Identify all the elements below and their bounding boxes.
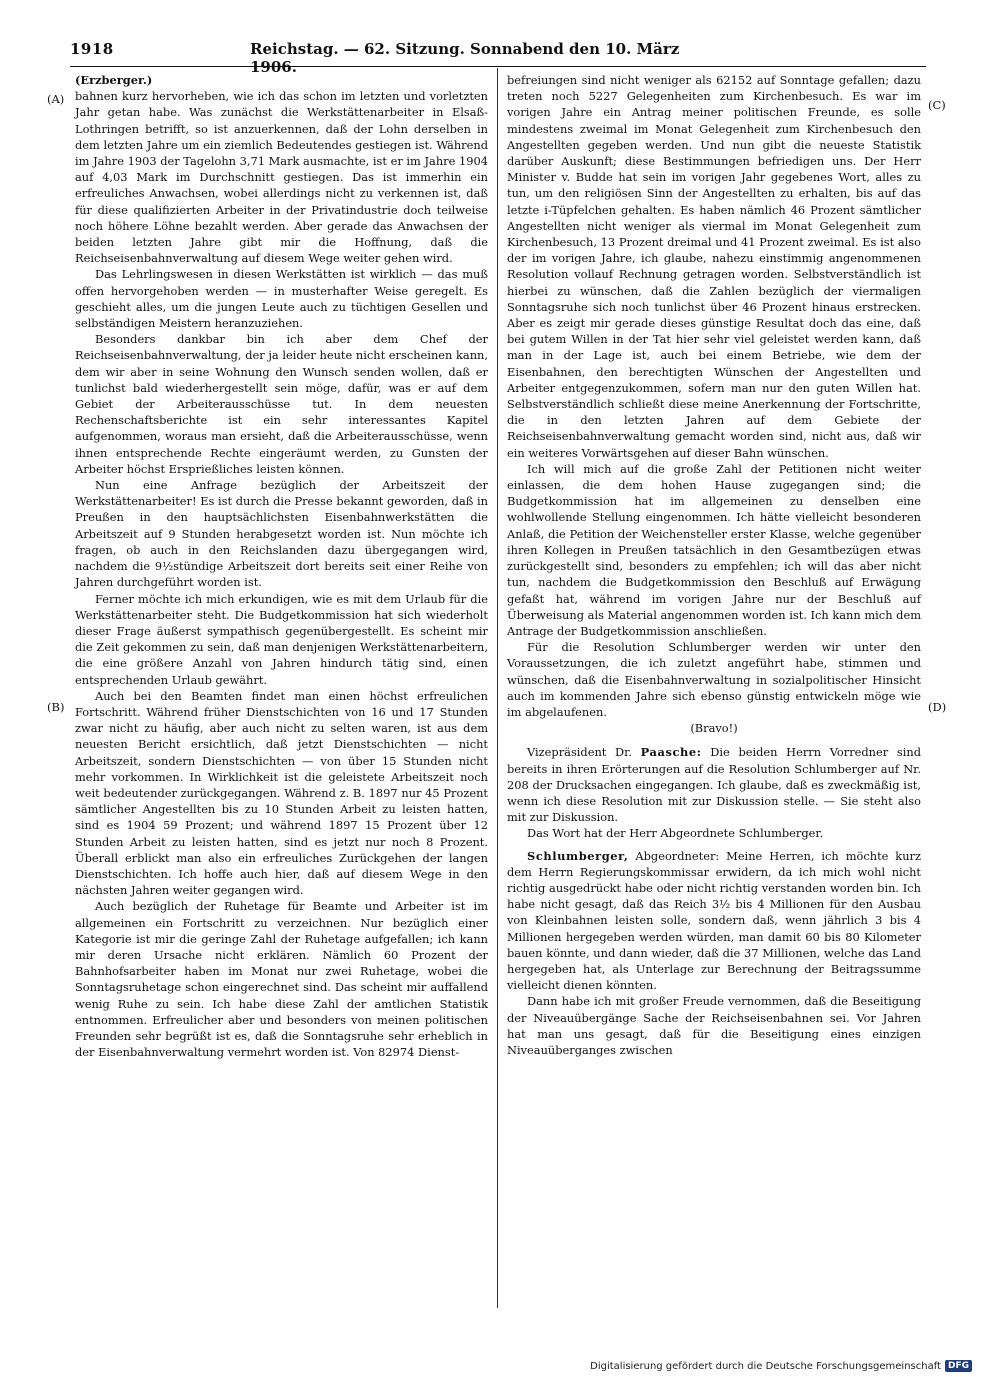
dfg-logo: DFG: [945, 1360, 972, 1372]
paragraph: Dann habe ich mit großer Freude vernommen, daß die Beseitigung der Niveauübergänge Sache der Reichseisenbahnen sei. Vor Jahren hat man uns gesagt, daß für die Beseitigung eines einzigen Niveauüberganges zwischen: [507, 994, 921, 1057]
speaker-name: Paasche:: [640, 745, 702, 760]
paragraph: befreiungen sind nicht weniger als 62152 auf Sonntage gefallen; dazu treten noch 5227 Gelegenheiten zum Kirchenbesuch. Es war im vorigen Jahre ein Antrag meiner politischen Freunde, es solle mindestens zweimal im Monat Gelegenheit zum Kirchenbesuch den Angestellten gegeben werden. Und nun gibt die neueste Statistik darüber Auskunft; diese Bestimmungen befriedigen uns. Der Herr Minister v. Budde hat sein im vorigen Jahr gegebenes Wort, alles zu tun, um den religiösen Sinn der Angestellten zu erhalten, bis auf das letzte i-Tüpfelchen gehalten. Es haben nämlich 46 Prozent sämtlicher Angestellten nicht weniger als viermal im Monat Gelegenheit zum Kirchenbesuch, 13 Prozent dreimal und 41 Prozent zweimal. Es ist also der im vorigen Jahre, ich glaube, nahezu einstimmig angenommenen Resolution vollauf Rechnung getragen worden. Selbstverständlich ist hierbei zu wünschen, daß die Zahlen bezüglich der viermaligen Sonntagsruhe sich noch tunlichst über 46 Prozent hinaus erstrecken. Aber es zeigt mir gerade dieses günstige Resultat doch das eine, daß bei gutem Willen in der Tat hier sehr viel geleistet werden kann, daß man in der Lage ist, auch bei einem Betriebe, wie dem der Eisenbahnen, den berechtigten Wünschen der Angestellten und Arbeiter entgegenzukommen, sofern man nur den guten Willen hat. Selbstverständlich schließt diese meine Anerkennung der Fortschritte, die in den letzten Jahren auf dem Gebiete der Reichseisenbahnverwaltung gemacht worden sind, nicht aus, daß wir ein weiteres Vorwärtsgehen auf dieser Bahn wünschen.: [507, 73, 921, 460]
speech-schlumberger: [507, 848, 921, 994]
footer-credit: [590, 1360, 972, 1372]
speech-text: Die beiden Herrn Vorredner sind bereits in ihren Erörterungen auf die Resolution Schlumberger auf Nr. 208 der Drucksachen eingegangen. Ich glaube, daß es zweckmäßig ist, wenn ich diese Resolution mit zur Diskussion stelle. — Sie steht also mit zur Diskussion.: [507, 745, 921, 825]
running-header: Reichstag. — 62. Sitzung. Sonnabend den 10. März 1906.: [250, 40, 680, 76]
page-number: 1918: [70, 40, 114, 58]
paragraph: Das Lehrlingswesen in diesen Werkstätten ist wirklich — das muß offen hervorgehoben werden — in musterhafter Weise geregelt. Es geschieht alles, um die jungen Leute auch zu tüchtigen Gesellen und selbständigen Meistern heranzuziehen.: [75, 267, 488, 331]
paragraph: Nun eine Anfrage bezüglich der Arbeitszeit der Werkstättenarbeiter! Es ist durch die Presse bekannt geworden, daß in Preußen in den hauptsächlichsten Eisenbahnwerkstätten die Arbeitszeit auf 9 Stunden herabgesetzt worden ist. Nun möchte ich fragen, ob auch in den Reichslanden dazu übergegangen wird, nachdem die 9½stündige Arbeitszeit dort bereits seit einer Reihe von Jahren durchgeführt worden ist.: [75, 478, 488, 590]
paragraph: Das Wort hat der Herr Abgeordnete Schlumberger.: [527, 826, 824, 841]
column-divider: [497, 68, 498, 1308]
margin-mark-b: (B): [47, 700, 65, 714]
left-column: [75, 72, 488, 1060]
speaker-name: Schlumberger,: [527, 848, 629, 863]
paragraph: Auch bezüglich der Ruhetage für Beamte und Arbeiter ist im allgemeinen ein Fortschritt zu verzeichnen. Nur bezüglich einer Kategorie ist mir die geringe Zahl der Ruhetage aufgefallen; ich kann mir deren Ursache nicht erklären. Nämlich 60 Prozent der Bahnhofsarbeiter haben im Monat nur zwei Ruhetage, wobei die Sonntagsruhetage schon eingerechnet sind. Das scheint mir auffallend wenig Ruhe zu sein. Ich habe diese Zahl der amtlichen Statistik entnommen. Erfreulicher aber und besonders von meinen politischen Freunden sehr begrüßt ist es, daß die Sonntagsruhe sehr erheblich in der Eisenbahnverwaltung vermehrt worden ist. Von 82974 Dienst-: [75, 899, 488, 1060]
applause-note: (Bravo!): [690, 721, 738, 736]
paragraph: Ich will mich auf die große Zahl der Petitionen nicht weiter einlassen, die dem hohen Hause zugegangen sind; die Budgetkommission hat im allgemeinen zu denselben eine wohlwollende Stellung eingenommen. Ich hätte vielleicht besonderen Anlaß, die Petition der Weichensteller erster Klasse, welche gegenüber ihren Kollegen in Preußen tatsächlich in den Gesamtbezügen etwas zurückgestellt sind, besonders zu empfehlen; ich will das aber nicht tun, nachdem die Budgetkommission den Beschluß auf Erwägung gefaßt hat, während im vorigen Jahre nur der Beschluß auf Überweisung als Material angenommen worden ist. Ich kann mich dem Antrage der Budgetkommission anschließen.: [507, 461, 921, 638]
margin-mark-a: (A): [47, 92, 65, 106]
margin-mark-d: (D): [928, 700, 947, 714]
paragraph: Ferner möchte ich mich erkundigen, wie es mit dem Urlaub für die Werkstättenarbeiter steht. Die Budgetkommission hat sich wiederholt dieser Frage äußerst sympathisch gegenübergestellt. Es scheint mir die Zeit gekommen zu sein, daß man denjenigen Werkstättenarbeitern, die eine größere Anzahl von Jahren hindurch tätig sind, einen entsprechenden Urlaub gewährt.: [75, 591, 488, 687]
speaker-prefix: Vizepräsident Dr.: [527, 745, 641, 760]
speech-text: Abgeordneter: Meine Herren, ich möchte kurz dem Herrn Regierungskommissar erwidern, da ich mich wohl nicht richtig ausgedrückt habe oder nicht richtig verstanden worden bin. Ich habe nicht gesagt, daß das Reich 3½ bis 4 Millionen für den Ausbau von Kleinbahnen leisten solle, sondern daß, wenn jährlich 3 bis 4 Millionen hergegeben werden würden, man damit 60 bis 80 Kilometer bauen könnte, und dann wieder, daß die 37 Millionen, welche das Land hergegeben hat, als Unterlage zur Berechnung der Beitragssumme vielleicht dienen könnten.: [507, 848, 921, 993]
paragraph: Für die Resolution Schlumberger werden wir unter den Voraussetzungen, die ich zuletzt angeführt habe, stimmen und wünschen, daß die Eisenbahnverwaltung in sozialpolitischer Hinsicht auch im kommenden Jahre sich ebenso günstig entwickeln möge wie im abgelaufenen.: [507, 640, 921, 719]
paragraph: Auch bei den Beamten findet man einen höchst erfreulichen Fortschritt. Während früher Dienstschichten von 16 und 17 Stunden zwar nicht zu häufig, aber auch nicht zu selten waren, ist aus dem neuesten Bericht ersichtlich, daß jetzt Dienstschichten — nicht Arbeitszeit, sondern Dienstschichten — von über 15 Stunden nicht mehr vorkommen. In Wirklichkeit ist die geleistete Arbeitszeit noch weit bedeutender zurückgegangen. Während z. B. 1897 nur 45 Prozent sämtlicher Angestellten bis zu 10 Stunden Arbeit zu leisten hatten, sind es 1904 59 Prozent; und während 1897 15 Prozent über 12 Stunden Arbeit zu leisten hatten, sind es jetzt nur noch 8 Prozent. Überall erblickt man also ein erfreuliches Zurückgehen der langen Dienstschichten. Ich hoffe auch hier, daß auf diesem Wege in den nächsten Jahren weiter gegangen wird.: [75, 688, 488, 898]
header-rule: [70, 66, 926, 67]
paragraph: bahnen kurz hervorheben, wie ich das schon im letzten und vorletzten Jahr getan habe. Was zunächst die Werkstättenarbeiter in Elsaß-Lothringen betrifft, so ist anzuerkennen, daß der Lohn derselben in dem letzten Jahre um ein ziemlich Bedeutendes gestiegen ist. Während im Jahre 1903 der Tagelohn 3,71 Mark ausmachte, ist er im Jahre 1904 auf 4,03 Mark im Durchschnitt gestiegen. Das ist immerhin ein erfreuliches Anwachsen, wobei allerdings nicht zu verkennen ist, daß für diese qualifizierten Arbeiter in der Privatindustrie doch teilweise noch höhere Löhne bezahlt werden. Aber gerade das Anwachsen der beiden letzten Jahre gibt mir die Hoffnung, daß die Reichseisenbahnverwaltung auf diesem Wege weiter gehen wird.: [75, 89, 488, 266]
right-column: [507, 72, 921, 1058]
paragraph: Besonders dankbar bin ich aber dem Chef der Reichseisenbahnverwaltung, der ja leider heute nicht erscheinen kann, dem wir aber in seine Wohnung den Wunsch senden wollen, daß er tunlichst bald wiederhergestellt sein möge, dafür, was er auf dem Gebiet der Arbeiterausschüsse tut. In dem neuesten Rechenschaftsberichte ist ein sehr interessantes Kapitel aufgenommen, woraus man ersieht, daß die Arbeiterausschüsse, wenn ihnen entsprechende Rechte eingeräumt werden, zu Gunsten der Arbeiter höchst Ersprießliches leisten können.: [75, 332, 488, 476]
speaker-tag: (Erzberger.): [75, 73, 153, 87]
speech-vizepraesident: [507, 744, 921, 825]
footer-text: Digitalisierung gefördert durch die Deutsche Forschungsgemeinschaft: [590, 1360, 941, 1372]
margin-mark-c: (C): [928, 98, 946, 112]
